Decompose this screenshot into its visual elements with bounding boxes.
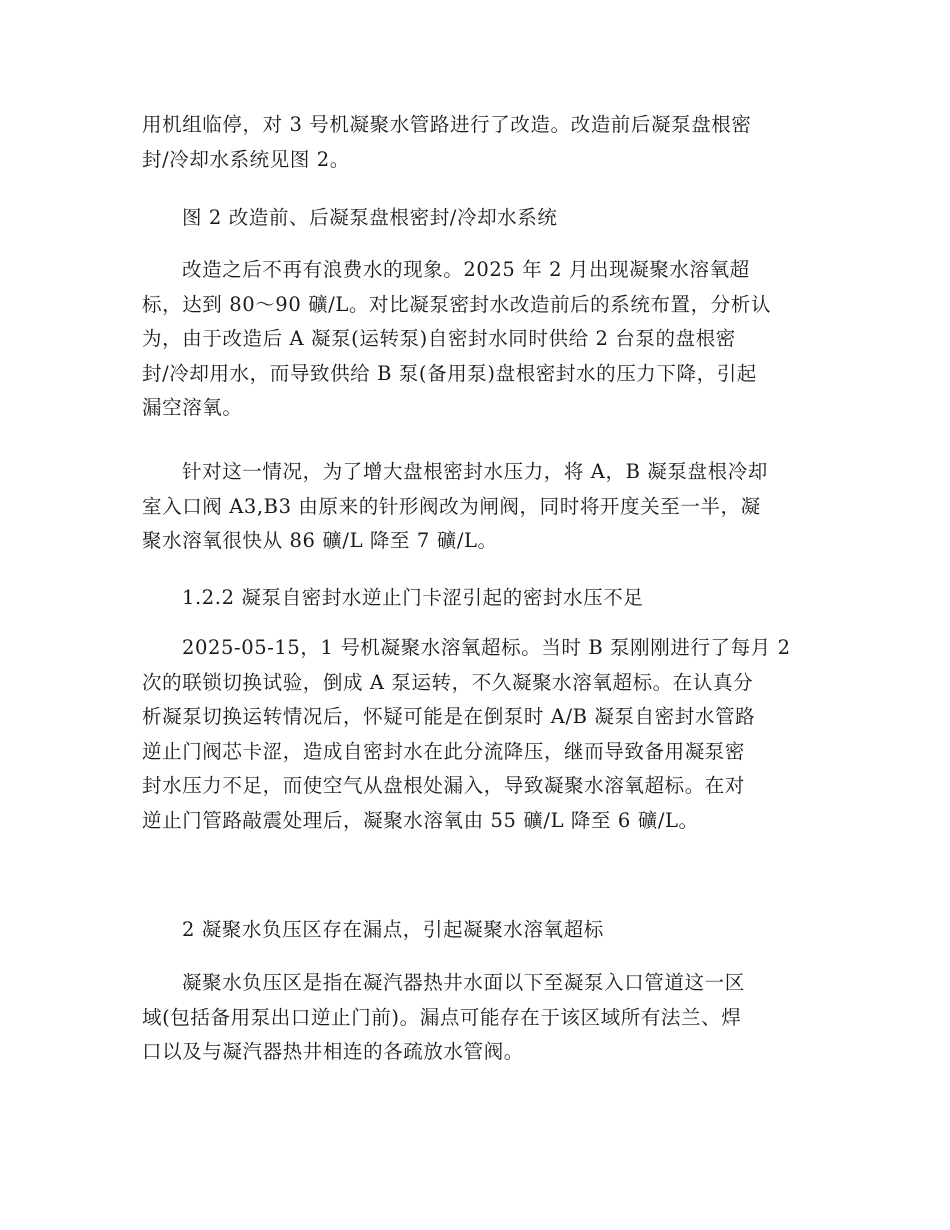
text-line: 为，由于改造后 A 凝泵(运转泵)自密封水同时供给 2 台泵的盘根密 (142, 327, 736, 350)
body-paragraph (142, 108, 810, 177)
text-line: 室入口阀 A3,B3 由原来的针形阀改为闸阀，同时将开度关至一半，凝 (142, 494, 761, 518)
text-line: 标，达到 80～90 礦/L。对比凝泵密封水改造前后的系统布置，分析认 (142, 292, 772, 316)
text-line: 改造之后不再有浪费水的现象。2025 年 2 月出现凝聚水溶氧超 (182, 258, 750, 281)
body-paragraph (142, 455, 810, 559)
text-line: 封/冷却用水，而导致供给 B 泵(备用泵)盘根密封水的压力下降，引起 (142, 361, 757, 385)
body-paragraph (142, 631, 810, 838)
text-line: 2025-05-15，1 号机凝聚水溶氧超标。当时 B 泵刚刚进行了每月 2 (182, 636, 791, 659)
section-heading (182, 913, 850, 948)
text-line: 封水压力不足，而使空气从盘根处漏入，导致凝聚水溶氧超标。在对 (142, 774, 746, 797)
body-paragraph (142, 253, 810, 426)
text-line: 图 2 改造前、后凝泵盘根密封/冷却水系统 (182, 206, 558, 229)
text-line: 用机组临停，对 3 号机凝聚水管路进行了改造。改造前后凝泵盘根密 (142, 113, 752, 136)
text-line: 域(包括备用泵出口逆止门前)。漏点可能存在于该区域所有法兰、焊 (142, 1005, 742, 1029)
text-line: 口以及与凝汽器热井相连的各疏放水管阀。 (142, 1040, 524, 1063)
text-line: 逆止门阀芯卡涩，造成自密封水在此分流降压，继而导致备用凝泵密 (142, 739, 746, 763)
section-heading (182, 581, 850, 616)
text-line: 逆止门管路敲震处理后，凝聚水溶氧由 55 礦/L 降至 6 礦/L。 (142, 808, 699, 832)
text-line: 聚水溶氧很快从 86 礦/L 降至 7 礦/L。 (142, 529, 498, 552)
text-line: 次的联锁切换试验，倒成 A 泵运转，不久凝聚水溶氧超标。在认真分 (142, 670, 754, 694)
figure-caption (182, 201, 850, 236)
body-paragraph (142, 966, 810, 1070)
text-line: 析凝泵切换运转情况后，怀疑可能是在倒泵时 A/B 凝泵自密封水管路 (142, 705, 756, 728)
text-line: 2 凝聚水负压区存在漏点，引起凝聚水溶氧超标 (182, 918, 604, 941)
text-line: 封/冷却水系统见图 2。 (142, 147, 350, 171)
text-line: 漏空溶氧。 (142, 396, 243, 419)
text-line: 1.2.2 凝泵自密封水逆止门卡涩引起的密封水压不足 (182, 586, 644, 609)
text-line: 针对这一情况，为了增大盘根密封水压力，将 A，B 凝泵盘根冷却 (182, 460, 768, 483)
text-line: 凝聚水负压区是指在凝汽器热井水面以下至凝泵入口管道这一区 (182, 971, 745, 994)
